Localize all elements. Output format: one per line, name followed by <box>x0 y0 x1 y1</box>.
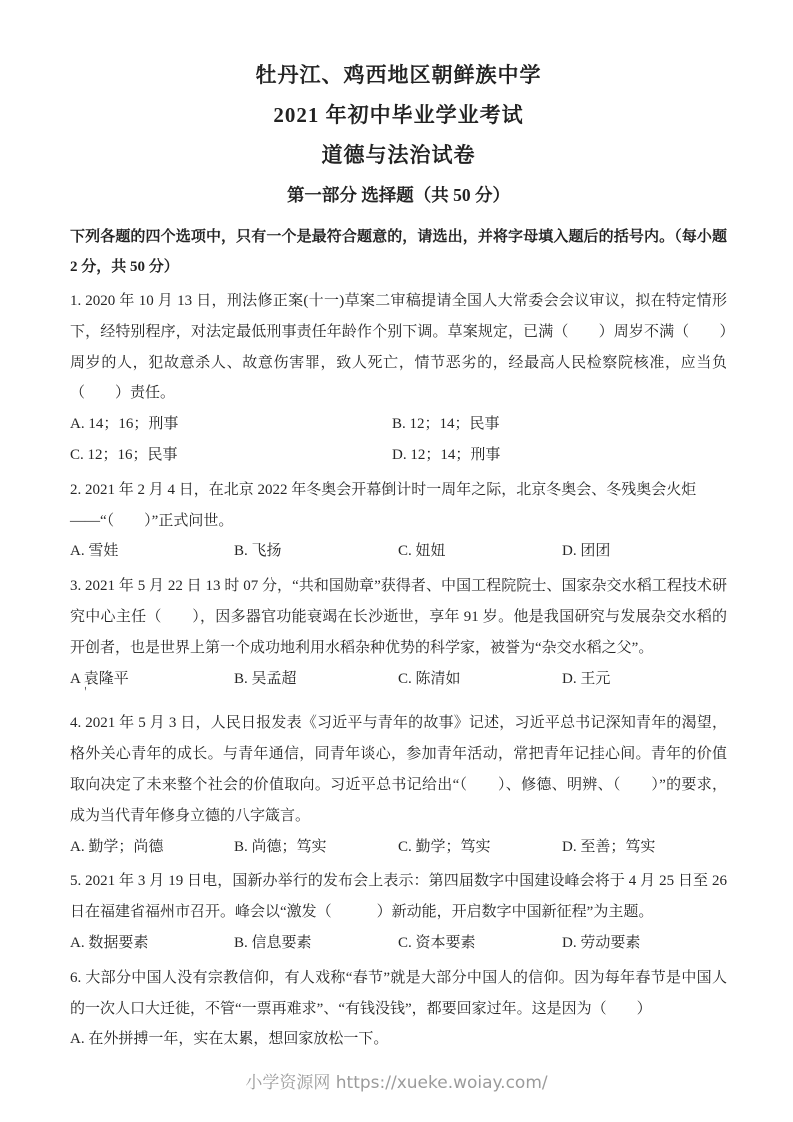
question-1 <box>70 286 727 471</box>
question-4-option-b: B. 尚德；笃实 <box>234 838 327 855</box>
question-1-option-d: D. 12；14；刑事 <box>392 446 501 463</box>
question-3-stem: 3. 2021 年 5 月 22 日 13 时 07 分，“共和国勋章”获得者、中国工程院院士、国家杂交水稻工程技术研究中心主任（ ），因多器官功能衰竭在长沙逝世，享年 91 岁。他是我国研究与发展杂交水稻的开创者，也是世界上第一个成功地利用水稻杂种优势的科学家，被誉为“杂交水稻之父”。 <box>70 578 727 656</box>
question-5-stem: 5. 2021 年 3 月 19 日电，国新办举行的发布会上表示：第四届数字中国建设峰会将于 4 月 25 日至 26 日在福建省福州市召开。峰会以“激发（ ）新动能，开启数字中国新征程”为主题。 <box>70 873 727 921</box>
question-1-stem: 1. 2020 年 10 月 13 日，刑法修正案(十一)草案二审稿提请全国人大常委会会议审议，拟在特定情形下，经特别程序，对法定最低刑事责任年龄作个别下调。草案规定，已满（ ）周岁不满（ ）周岁的人，犯故意杀人、故意伤害罪，致人死亡，情节恶劣的，经最高人民检察院核准，应当负（ ）责任。 <box>70 293 727 402</box>
question-3-option-b: B. 吴孟超 <box>234 670 297 687</box>
question-2-options-row <box>70 536 727 567</box>
school-title: 牡丹江、鸡西地区朝鲜族中学 <box>255 63 542 87</box>
question-4-option-c: C. 勤学；笃实 <box>398 838 491 855</box>
question-3-options-wrap <box>70 664 727 699</box>
question-2-option-b: B. 飞扬 <box>234 543 282 560</box>
question-2 <box>70 475 727 567</box>
question-5-option-c: C. 资本要素 <box>398 934 476 951</box>
question-1-options-row-2 <box>70 440 727 471</box>
question-3-option-d: D. 王元 <box>562 670 611 687</box>
questions-list <box>70 286 727 1055</box>
question-1-option-a: A. 14；16；刑事 <box>70 416 179 433</box>
question-6 <box>70 963 727 1055</box>
question-2-option-d: D. 团团 <box>562 543 611 560</box>
watermark-footer: 小学资源网 https://xueke.woiay.com/ <box>245 1073 548 1093</box>
question-4-stem: 4. 2021 年 5 月 3 日，人民日报发表《习近平与青年的故事》记述，习近平总书记深知青年的渴望，格外关心青年的成长。与青年通信，同青年谈心，参加青年活动，常把青年记挂心间。青年的价值取向决定了未来整个社会的价值取向。习近平总书记给出“（ ）、修德、明辨、（ ）”的要求，成为当代青年修身立德的八字箴言。 <box>70 715 727 824</box>
question-6-options-row <box>70 1024 727 1055</box>
question-4-options-row <box>70 832 727 863</box>
question-3-option-a: A 袁隆平 <box>70 670 129 687</box>
question-6-option-a: A. 在外拼搏一年，实在太累，想回家放松一下。 <box>70 1031 389 1048</box>
question-2-stem-line-2: ——“（ ）”正式问世。 <box>70 512 234 529</box>
question-2-stem-line-1: 2. 2021 年 2 月 4 日，在北京 2022 年冬奥会开幕倒计时一周年之际，北京冬奥会、冬残奥会火炬 <box>70 481 697 498</box>
question-2-stem <box>70 475 727 537</box>
question-3 <box>70 571 727 699</box>
question-4-option-d: D. 至善；笃实 <box>562 838 656 855</box>
scan-artifact: ＇ <box>80 686 91 699</box>
question-2-option-c: C. 妞妞 <box>398 543 446 560</box>
question-1-option-c: C. 12；16；民事 <box>70 446 178 463</box>
question-4 <box>70 708 727 862</box>
question-5-option-d: D. 劳动要素 <box>562 934 641 951</box>
paper-subject-title: 道德与法治试卷 <box>321 143 476 167</box>
question-6-stem: 6. 大部分中国人没有宗教信仰，有人戏称“春节”就是大部分中国人的信仰。因为每年春节是中国人的一次人口大迁徙，不管“一票再难求”、“有钱没钱”，都要回家过年。这是因为（ ） <box>70 969 727 1017</box>
section-heading: 第一部分 选择题（共 50 分） <box>286 185 511 205</box>
question-5-option-a: A. 数据要素 <box>70 934 149 951</box>
question-1-options-row-1 <box>70 409 727 440</box>
question-5-options-row <box>70 928 727 959</box>
question-4-option-a: A. 勤学；尚德 <box>70 838 164 855</box>
question-3-options-row <box>70 664 727 695</box>
question-1-option-b: B. 12；14；民事 <box>392 416 500 433</box>
question-2-option-a: A. 雪娃 <box>70 543 119 560</box>
question-3-option-c: C. 陈清如 <box>398 670 461 687</box>
exam-year-title: 2021 年初中毕业学业考试 <box>273 103 524 127</box>
question-5-option-b: B. 信息要素 <box>234 934 312 951</box>
question-5 <box>70 866 727 958</box>
exam-instructions: 下列各题的四个选项中，只有一个是最符合题意的，请选出，并将字母填入题后的括号内。（每小题 2 分，共 50 分） <box>70 229 727 275</box>
